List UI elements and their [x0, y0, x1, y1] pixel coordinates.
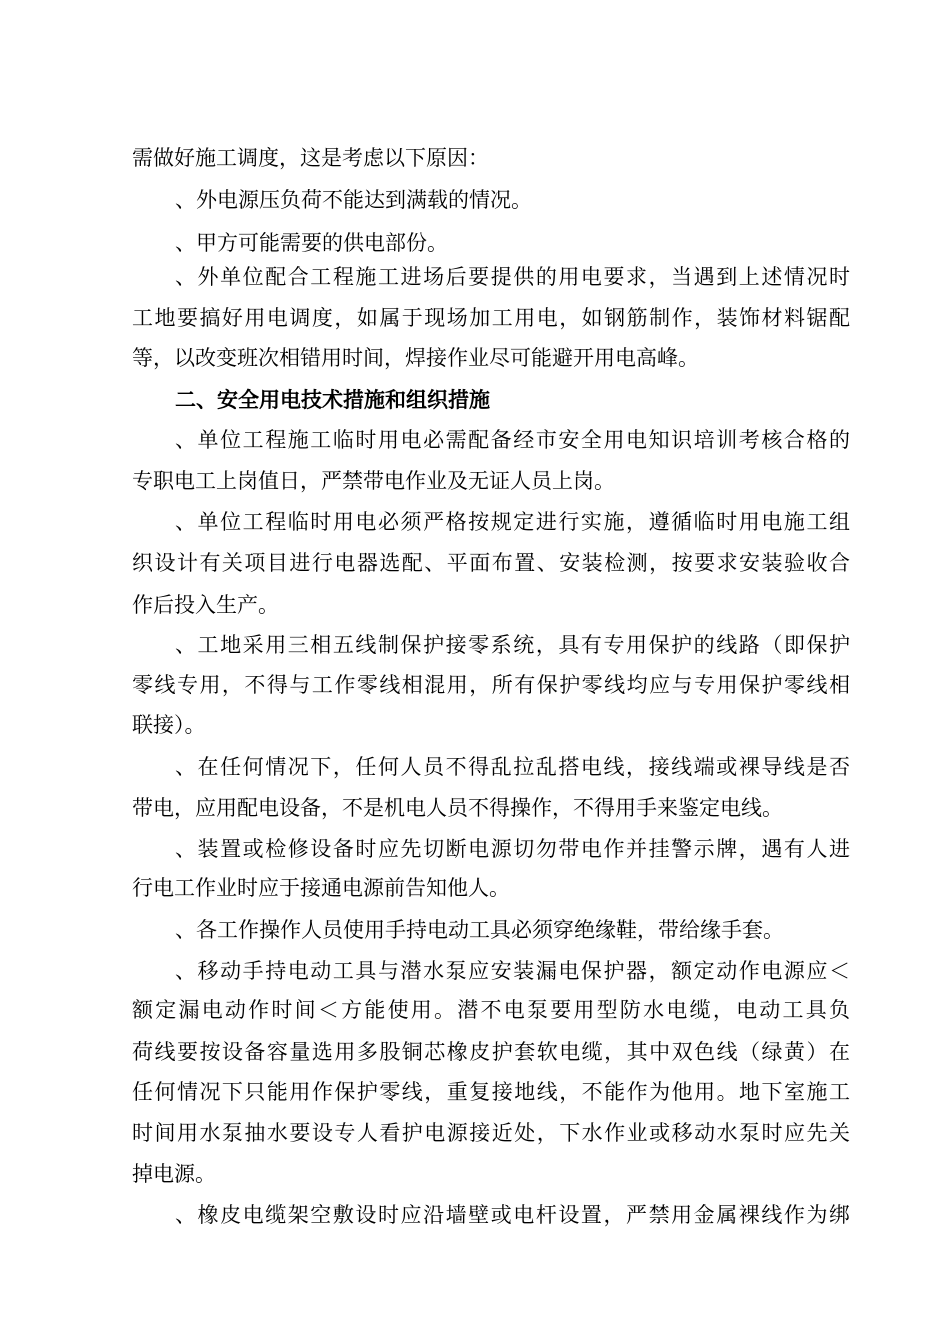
- text-line: 时间用水泵抽水要设专人看护电源接近处，下水作业或移动水泵时应先关: [132, 1121, 850, 1145]
- text-line: 联接）。: [132, 713, 206, 737]
- text-line: 额定漏电动作时间＜方能使用。潜不电泵要用型防水电缆，电动工具负: [132, 998, 850, 1022]
- text-line: 、工地采用三相五线制保护接零系统，具有专用保护的线路（即保护: [175, 633, 850, 657]
- text-line: 掉电源。: [132, 1162, 216, 1186]
- text-line: 作后投入生产。: [132, 593, 279, 617]
- text-line: 荷线要按设备容量选用多股铜芯橡皮护套软电缆，其中双色线（绿黄）在: [132, 1040, 850, 1064]
- text-line: 零线专用，不得与工作零线相混用，所有保护零线均应与专用保护零线相: [132, 673, 850, 697]
- text-line: 、各工作操作人员使用手持电动工具必须穿绝缘鞋，带给缘手套。: [175, 918, 784, 942]
- text-line: 带电，应用配电设备，不是机电人员不得操作，不得用手来鉴定电线。: [132, 796, 783, 820]
- text-line: 、移动手持电动工具与潜水泵应安装漏电保护器，额定动作电源应＜: [175, 959, 850, 983]
- text-line: 、甲方可能需要的供电部份。: [175, 231, 448, 255]
- text-line: 工地要搞好用电调度，如属于现场加工用电，如钢筋制作，装饰材料锯配: [132, 306, 850, 330]
- text-line: 、外单位配合工程施工进场后要提供的用电要求，当遇到上述情况时: [175, 265, 850, 289]
- section-heading: 二、安全用电技术措施和组织措施: [175, 387, 490, 412]
- text-line: 任何情况下只能用作保护零线，重复接地线，不能作为他用。地下室施工: [132, 1080, 850, 1104]
- text-line: 、在任何情况下，任何人员不得乱拉乱搭电线，接线端或裸导线是否: [175, 755, 850, 779]
- text-line: 、单位工程临时用电必须严格按规定进行实施，遵循临时用电施工组: [175, 510, 850, 534]
- text-line: 、装置或检修设备时应先切断电源切勿带电作并挂警示牌，遇有人进: [175, 837, 850, 861]
- text-line: 、外电源压负荷不能达到满载的情况。: [175, 188, 532, 212]
- text-line: 专职电工上岗值日，严禁带电作业及无证人员上岗。: [132, 469, 615, 493]
- text-line: 等，以改变班次相错用时间，焊接作业尽可能避开用电高峰。: [132, 346, 699, 370]
- text-line: 行电工作业时应于接通电源前告知他人。: [132, 876, 510, 900]
- text-line: 需做好施工调度，这是考虑以下原因：: [132, 146, 489, 170]
- text-line: 、单位工程施工临时用电必需配备经市安全用电知识培训考核合格的: [175, 428, 850, 452]
- text-line: 、橡皮电缆架空敷设时应沿墙壁或电杆设置，严禁用金属裸线作为绑: [175, 1203, 850, 1227]
- text-line: 织设计有关项目进行电器选配、平面布置、安装检测，按要求安装验收合: [132, 551, 850, 575]
